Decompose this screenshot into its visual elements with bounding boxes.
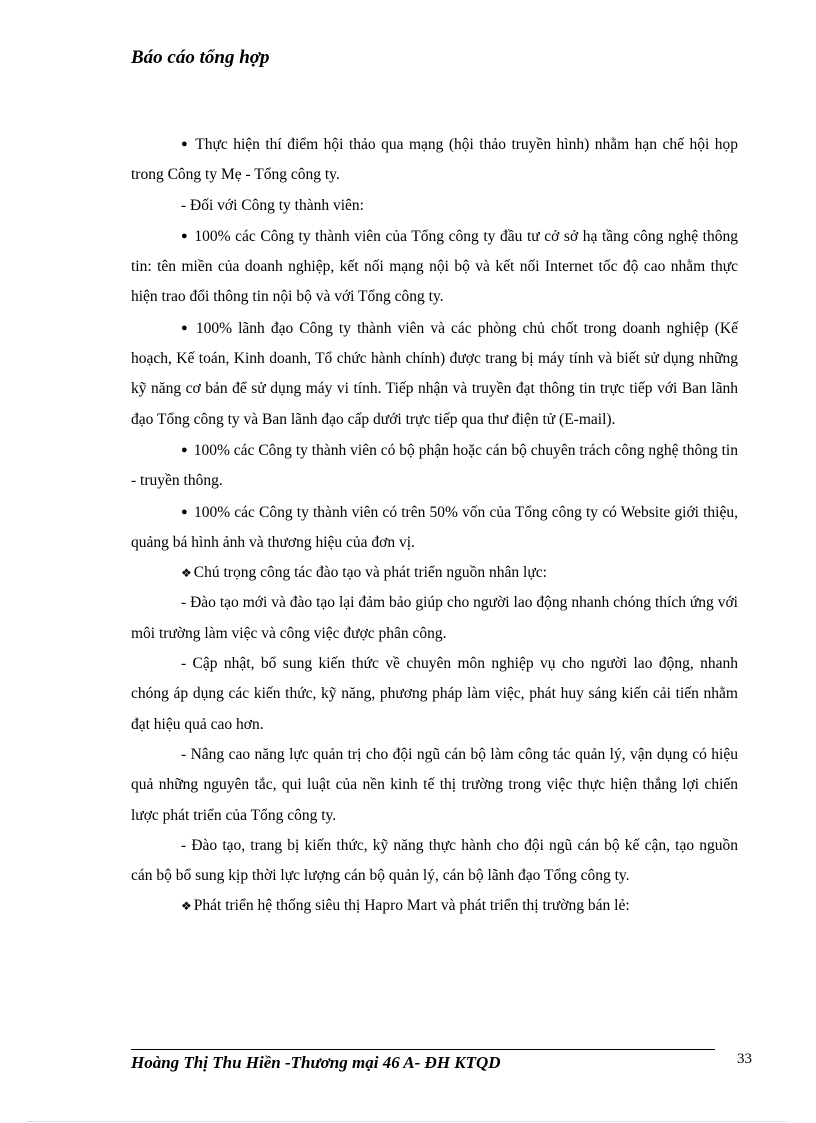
page-bottom-edge [28,1121,788,1122]
paragraph [131,649,738,740]
paragraph-text: 100% các Công ty thành viên có trên 50% vốn của Tổng công ty có Website giới thiệu, quảng bá hình ảnh và thương hiệu của đơn vị. [131,503,738,551]
paragraph-text: - Đào tạo mới và đào tạo lại đảm bảo giúp cho người lao động nhanh chóng thích ứng với môi trường làm việc và công việc được phân công. [131,594,738,642]
paragraph [131,588,738,649]
paragraph-text: 100% các Công ty thành viên của Tổng công ty đầu tư cở sở hạ tầng công nghệ thông tin: tên miền của doanh nghiệp, kết nối mạng nội bộ và kết nối Internet tốc độ cao nhằm thực hiện trao đổi thông tin nội bộ và với Tổng công ty. [131,227,738,306]
bullet-icon: ● [181,505,188,518]
paragraph-text: 100% lãnh đạo Công ty thành viên và các phòng chủ chốt trong doanh nghiệp (Kế hoạch, Kế toán, Kinh doanh, Tổ chức hành chính) được trang bị máy tính và biết sử dụng những kỹ năng cơ bản để sử dụng máy vi tính. Tiếp nhận và truyền đạt thông tin trực tiếp với Ban lãnh đạo Tổng công ty và Ban lãnh đạo cấp dưới trực tiếp qua thư điện tử (E-mail). [131,319,738,428]
paragraph-text: - Nâng cao năng lực quản trị cho đội ngũ cán bộ làm công tác quản lý, vận dụng có hiệu quả những nguyên tắc, qui luật của nền kinh tế thị trường trong việc thực hiện thắng lợi chiến lược phát triển của Tổng công ty. [131,745,738,824]
footer-divider [131,1049,715,1050]
diamond-bullet-icon: ❖ [181,566,192,581]
page-number: 33 [737,1051,752,1067]
paragraph [131,313,738,435]
section-heading [131,891,738,921]
section-heading-text: Chú trọng công tác đào tạo và phát triển nguồn nhân lực: [193,564,547,582]
paragraph-text: - Cập nhật, bổ sung kiến thức về chuyên môn nghiệp vụ cho người lao động, nhanh chóng áp dụng các kiến thức, kỹ năng, phương pháp làm việc, phát huy sáng kiến cải tiến nhằm đạt hiệu quả cao hơn. [131,655,738,733]
paragraph-text: - Đào tạo, trang bị kiến thức, kỹ năng thực hành cho đội ngũ cán bộ kế cận, tạo nguồn cán bộ bổ sung kịp thời lực lượng cán bộ quản lý, cán bộ lãnh đạo Tổng công ty. [131,836,738,885]
bullet-icon: ● [181,443,188,456]
paragraph-text: - Đối với Công ty thành viên: [181,196,364,214]
section-heading-text: Phát triển hệ thống siêu thị Hapro Mart và phát triển thị trường bán lẻ: [193,897,630,915]
paragraph-text: Thực hiện thí điểm hội thảo qua mạng (hội thảo truyền hình) nhằm hạn chế hội họp trong Công ty Mẹ - Tổng công ty. [131,136,738,184]
paragraph [131,221,738,313]
paragraph [131,435,738,497]
document-body [131,129,738,922]
footer-author: Hoàng Thị Thu Hiền -Thương mại 46 A- ĐH KTQD [131,1053,501,1072]
paragraph [131,497,738,559]
paragraph [131,831,738,892]
bullet-icon: ● [181,138,190,150]
paragraph [131,191,738,221]
paragraph [131,740,738,831]
section-heading [131,558,738,588]
bullet-icon: ● [181,321,190,334]
paragraph [131,129,738,191]
diamond-bullet-icon: ❖ [181,899,192,914]
bullet-icon: ● [181,229,189,242]
paragraph-text: 100% các Công ty thành viên có bộ phận hoặc cán bộ chuyên trách công nghệ thông tin - truyền thông. [131,441,738,490]
page-header-title: Báo cáo tổng hợp [131,47,270,68]
